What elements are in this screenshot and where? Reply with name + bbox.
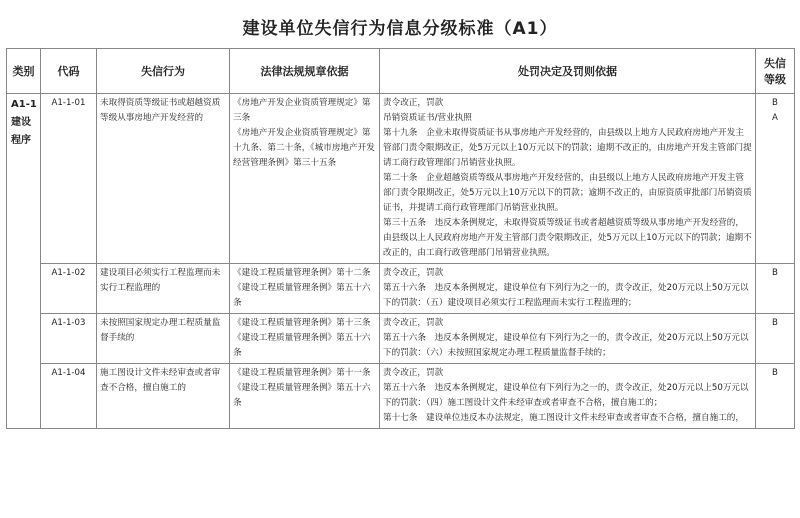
table-header-row: [7, 49, 795, 94]
penalty-item: 责令改正，罚款: [383, 368, 444, 378]
header-level-line2: 等级: [764, 73, 786, 86]
row-penalty: [380, 264, 756, 314]
row-code: A1-1-01: [41, 94, 97, 264]
penalty-item: 第十九条 企业未取得资质证书从事房地产开发经营的，由县级以上地方人民政府房地产开发主管部门责令限期改正，处5万元以上10万元以下的罚款；逾期不改正的，由房地产开发主管部门提请工商行政管理部门吊销营业执照。: [383, 128, 752, 168]
row-level: [756, 364, 795, 429]
header-penalty: 处罚决定及罚则依据: [380, 49, 756, 94]
row-behavior: 施工图设计文件未经审查或者审查不合格，擅自施工的: [97, 364, 230, 429]
row-penalty: [380, 94, 756, 264]
level-value: B: [772, 98, 778, 108]
law-item: 《建设工程质量管理条例》第十一条: [233, 368, 371, 378]
penalty-item: 第五十六条 违反本条例规定，建设单位有下列行为之一的，责令改正，处20万元以上50万元以下的罚款：（六）未按照国家规定办理工程质量监督手续的；: [383, 333, 749, 358]
row-level: [756, 314, 795, 364]
row-behavior: 建设项目必须实行工程监理而未实行工程监理的: [97, 264, 230, 314]
row-behavior: 未按照国家规定办理工程质量监督手续的: [97, 314, 230, 364]
law-item: 《建设工程质量管理条例》第十二条: [233, 268, 371, 278]
row-penalty: [380, 314, 756, 364]
header-category: 类别: [7, 49, 41, 94]
header-code: 代码: [41, 49, 97, 94]
row-code: A1-1-04: [41, 364, 97, 429]
penalty-item: 责令改正，罚款: [383, 268, 444, 278]
row-law: [230, 94, 380, 264]
penalty-item: 第十七条 建设单位违反本办法规定，施工图设计文件未经审查或者审查不合格，擅自施工的，: [383, 413, 744, 423]
law-item: 《建设工程质量管理条例》第五十六条: [233, 283, 371, 308]
penalty-item: 第二十条 企业超越资质等级从事房地产开发经营的，由县级以上地方人民政府房地产开发主管部门责令限期改正，处5万元以上10万元以下的罚款；逾期不改正的，由原资质审批部门吊销资质证书，并提请工商行政管理部门吊销营业执照。: [383, 173, 752, 213]
level-value: B: [772, 268, 778, 278]
table-row: [7, 314, 795, 364]
law-item: 《房地产开发企业资质管理规定》第三条: [233, 98, 371, 123]
level-value: A: [772, 113, 778, 123]
category-name-line1: 建设: [11, 117, 31, 128]
standards-table: [6, 48, 795, 429]
header-behavior: 失信行为: [97, 49, 230, 94]
law-item: 《建设工程质量管理条例》第五十六条: [233, 383, 371, 408]
penalty-item: 第五十六条 违反本条例规定，建设单位有下列行为之一的，责令改正，处20万元以上50万元以下的罚款：（五）建设项目必须实行工程监理而未实行工程监理的；: [383, 283, 749, 308]
law-item: 《建设工程质量管理条例》第五十六条: [233, 333, 371, 358]
row-code: A1-1-02: [41, 264, 97, 314]
law-item: 《房地产开发企业资质管理规定》第十九条、第二十条，《城市房地产开发经营管理条例》第三十五条: [233, 128, 375, 168]
header-level-line1: 失信: [764, 57, 786, 70]
row-level: [756, 94, 795, 264]
law-item: 《建设工程质量管理条例》第十三条: [233, 318, 371, 328]
header-level: [756, 49, 795, 94]
row-level: [756, 264, 795, 314]
penalty-item: 吊销资质证书/营业执照: [383, 113, 472, 123]
table-row: [7, 264, 795, 314]
level-value: B: [772, 368, 778, 378]
row-law: [230, 264, 380, 314]
penalty-item: 第三十五条 违反本条例规定，未取得资质等级证书或者超越资质等级从事房地产开发经营的，由县级以上人民政府房地产开发主管部门责令限期改正，处5万元以上10万元以下的罚款；逾期不改正的，由工商行政管理部门吊销营业执照。: [383, 218, 752, 258]
level-value: B: [772, 318, 778, 328]
category-code: A1-1: [11, 99, 37, 110]
page-title: 建设单位失信行为信息分级标准（A1）: [242, 19, 558, 39]
category-name-line2: 程序: [11, 135, 31, 146]
penalty-item: 责令改正，罚款: [383, 98, 444, 108]
row-behavior: 未取得资质等级证书或超越资质等级从事房地产开发经营的: [97, 94, 230, 264]
row-penalty: [380, 364, 756, 429]
row-law: [230, 314, 380, 364]
row-law: [230, 364, 380, 429]
category-cell: [7, 94, 41, 429]
header-law: 法律法规规章依据: [230, 49, 380, 94]
penalty-item: 第五十六条 违反本条例规定，建设单位有下列行为之一的，责令改正，处20万元以上50万元以下的罚款：（四）施工图设计文件未经审查或者审查不合格，擅自施工的；: [383, 383, 749, 408]
penalty-item: 责令改正，罚款: [383, 318, 444, 328]
row-code: A1-1-03: [41, 314, 97, 364]
table-row: [7, 364, 795, 429]
table-row: [7, 94, 795, 264]
